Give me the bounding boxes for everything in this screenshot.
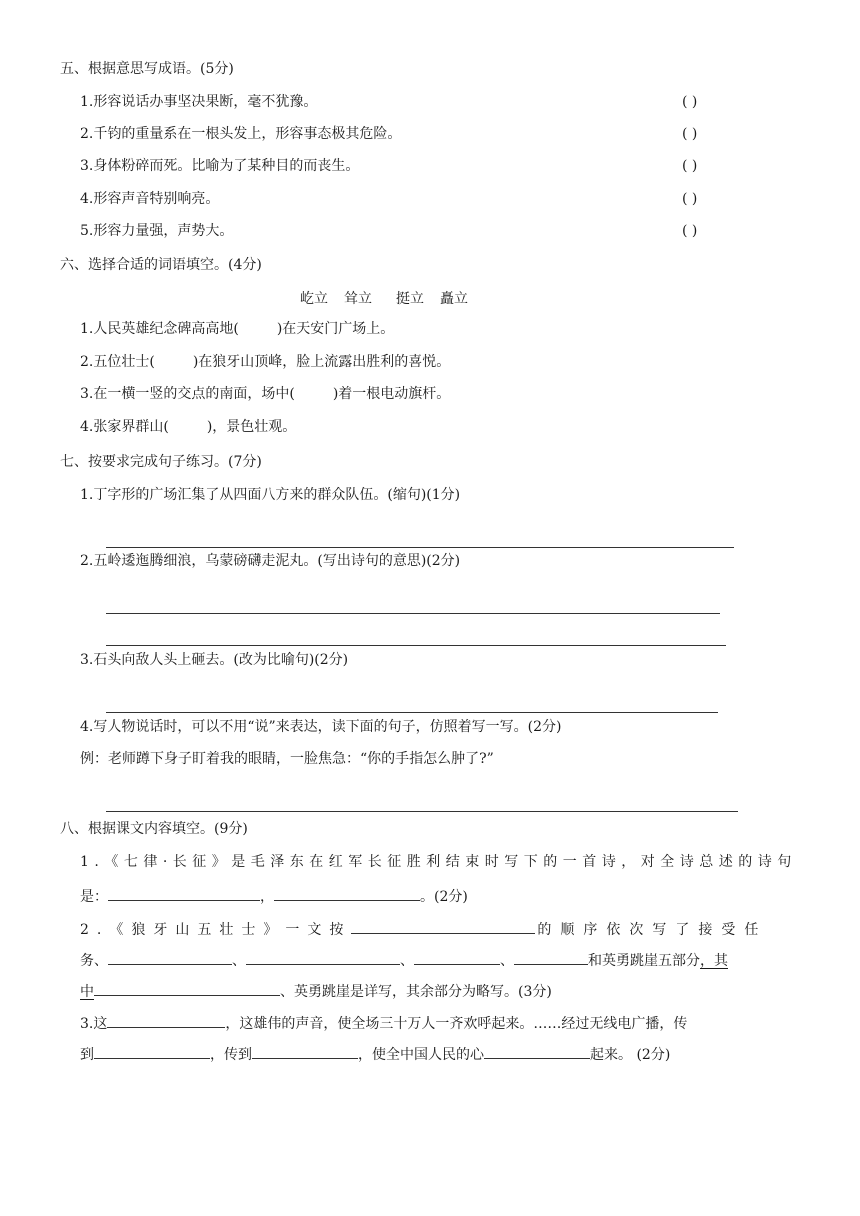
s8-q2-blank-2[interactable] bbox=[108, 950, 232, 965]
s5-item-1: 1.形容说话办事坚决果断，毫不犹豫。 bbox=[80, 94, 318, 110]
s7-question-3: 3.石头向敌人头上砸去。(改为比喻句)(2分) bbox=[80, 652, 349, 668]
s7-question-2: 2.五岭逶迤腾细浪，乌蒙磅礴走泥丸。(写出诗句的意思)(2分) bbox=[80, 553, 461, 569]
s8-q2-blank-6[interactable] bbox=[94, 981, 280, 996]
s8-q2-line2: 务、 、 、 、 和英勇跳崖五部分，其 bbox=[80, 950, 728, 970]
s5-answer-3[interactable]: ( ) bbox=[682, 158, 698, 174]
s7-question-1: 1.丁字形的广场汇集了从四面八方来的群众队伍。(缩句)(1分) bbox=[80, 487, 461, 503]
s7-question-4: 4.写人物说话时，可以不用“说”来表达，读下面的句子，仿照着写一写。(2分) bbox=[80, 719, 562, 735]
s8-q2-blank-3[interactable] bbox=[246, 950, 400, 965]
s7-answer-line-4[interactable] bbox=[106, 811, 738, 812]
s8-q2-blank-5[interactable] bbox=[514, 950, 588, 965]
s8-q3-line2: 到 ，传到 ，使全中国人民的心 起来。 (2分) bbox=[80, 1044, 670, 1064]
s8-q2-line1: 2.《狼牙山五壮士》一文按 的顺序依次写了接受任 bbox=[80, 919, 767, 939]
s7-answer-line-2b[interactable] bbox=[106, 645, 726, 646]
s8-q1-line1: 1.《七律·长征》是毛泽东在红军长征胜利结束时写下的一首诗，对全诗总述的诗句 bbox=[80, 854, 797, 870]
s8-q1-blank-2[interactable] bbox=[274, 886, 420, 901]
section7-heading: 七、按要求完成句子练习。(7分) bbox=[60, 454, 262, 470]
s8-q3-blank-2[interactable] bbox=[94, 1044, 210, 1059]
s8-q3-blank-1[interactable] bbox=[107, 1013, 225, 1028]
s5-answer-5[interactable]: ( ) bbox=[682, 223, 698, 239]
s7-example: 例：老师蹲下身子盯着我的眼睛，一脸焦急：“你的手指怎么肿了?” bbox=[80, 751, 494, 767]
s7-answer-line-3[interactable] bbox=[106, 712, 718, 713]
s7-answer-line-2a[interactable] bbox=[106, 613, 720, 614]
word-bank bbox=[300, 290, 468, 308]
s6-item-4: 4.张家界群山( )，景色壮观。 bbox=[80, 419, 297, 435]
s5-item-5: 5.形容力量强，声势大。 bbox=[80, 223, 234, 239]
word-4: 矗立 bbox=[440, 291, 468, 307]
s5-item-3: 3.身体粉碎而死。比喻为了某种目的而丧生。 bbox=[80, 158, 360, 174]
s8-q3-blank-4[interactable] bbox=[484, 1044, 590, 1059]
word-1: 屹立 bbox=[300, 291, 328, 307]
s8-q3-blank-3[interactable] bbox=[252, 1044, 358, 1059]
s8-q2-blank-4[interactable] bbox=[414, 950, 500, 965]
section6-heading: 六、选择合适的词语填空。(4分) bbox=[60, 257, 262, 273]
s8-q2-blank-1[interactable] bbox=[351, 919, 535, 934]
s6-item-1: 1.人民英雄纪念碑高高地( )在天安门广场上。 bbox=[80, 321, 395, 337]
s8-q1-line2: 是： ， 。(2分) bbox=[80, 886, 468, 906]
s7-answer-line-1[interactable] bbox=[106, 547, 734, 548]
s8-q3-line1: 3.这 ，这雄伟的声音，使全场三十万人一齐欢呼起来。……经过无线电广播，传 bbox=[80, 1013, 687, 1033]
section5-heading: 五、根据意思写成语。(5分) bbox=[60, 61, 234, 77]
s5-item-2: 2.千钧的重量系在一根头发上，形容事态极其危险。 bbox=[80, 126, 402, 142]
s5-answer-4[interactable]: ( ) bbox=[682, 191, 698, 207]
s5-answer-1[interactable]: ( ) bbox=[682, 94, 698, 110]
s5-answer-2[interactable]: ( ) bbox=[682, 126, 698, 142]
s8-q2-line3: 中 、英勇跳崖是详写，其余部分为略写。(3分) bbox=[80, 981, 552, 1001]
s5-item-4: 4.形容声音特别响亮。 bbox=[80, 191, 220, 207]
s8-q1-blank-1[interactable] bbox=[108, 886, 260, 901]
word-3: 挺立 bbox=[396, 291, 424, 307]
word-2: 耸立 bbox=[344, 291, 372, 307]
section8-heading: 八、根据课文内容填空。(9分) bbox=[60, 821, 248, 837]
s6-item-2: 2.五位壮士( )在狼牙山顶峰，脸上流露出胜利的喜悦。 bbox=[80, 354, 451, 370]
s6-item-3: 3.在一横一竖的交点的南面，场中( )着一根电动旗杆。 bbox=[80, 386, 451, 402]
